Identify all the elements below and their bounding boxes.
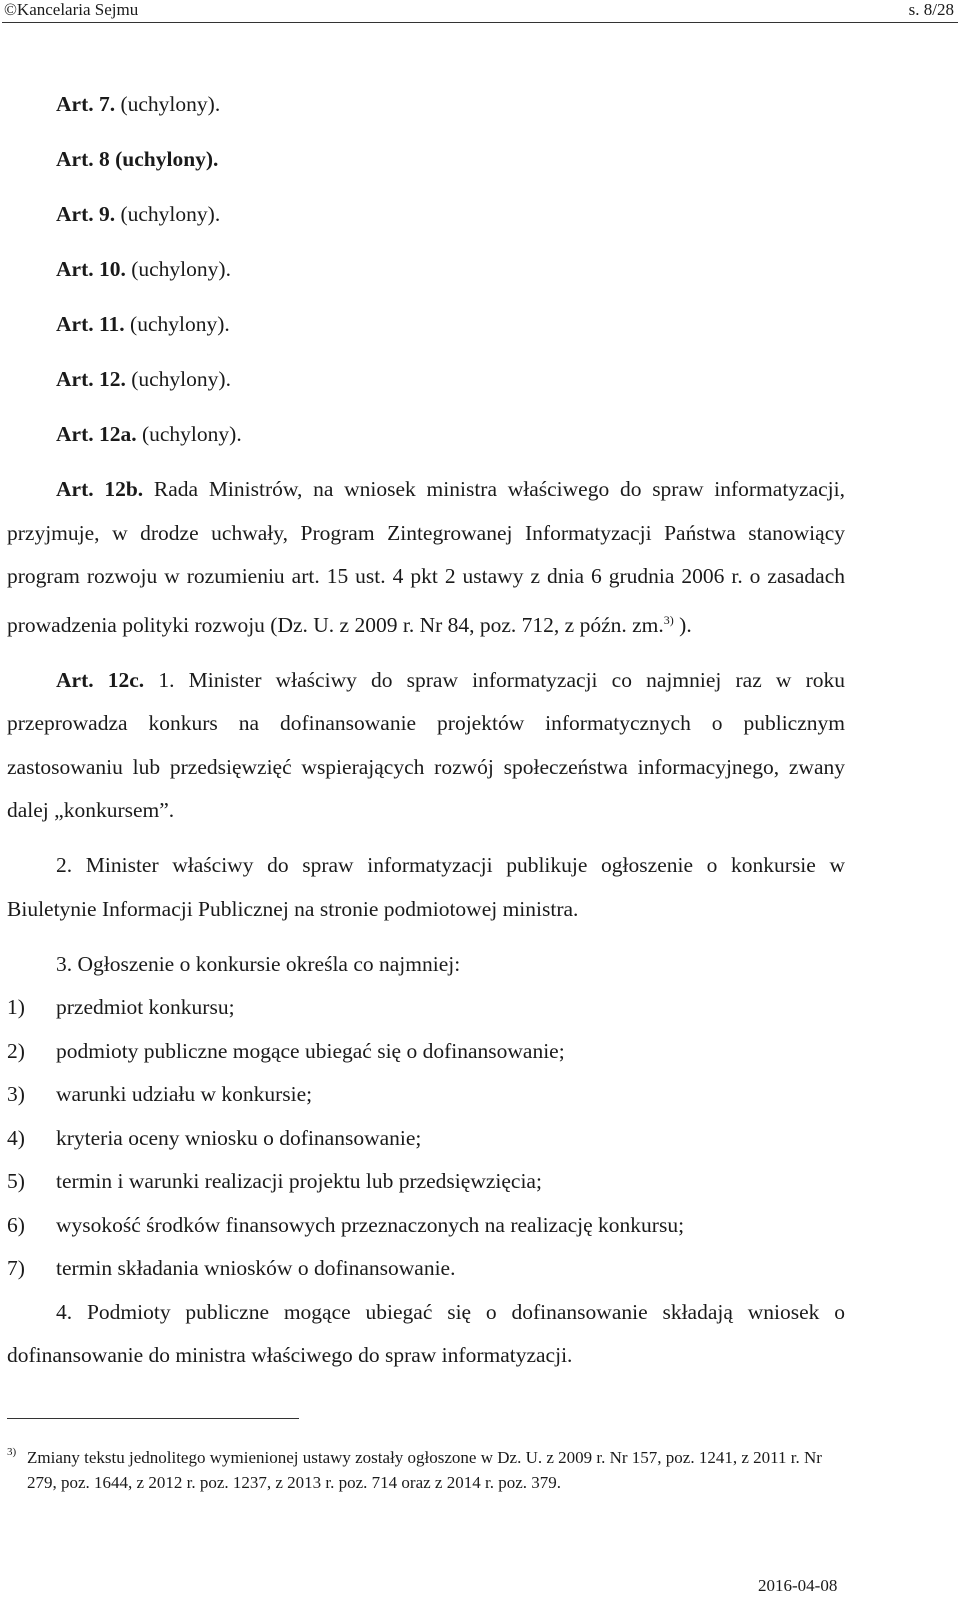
document-body <box>7 83 845 1389</box>
list-item: 1) przedmiot konkursu; <box>7 995 235 1020</box>
footnote <box>7 1445 847 1495</box>
page-header <box>0 0 960 22</box>
criteria-list <box>7 986 845 1291</box>
article-9: Art. 9. (uchylony). <box>56 202 221 226</box>
article-11: Art. 11. (uchylony). <box>56 312 230 336</box>
article-12c-para-4: 4. Podmioty publiczne mogące ubiegać się o dofinansowanie składają wniosek o dofinansowanie do ministra właściwego do spraw informatyzacji. <box>7 1299 845 1368</box>
document-date: 2016-04-08 <box>758 1576 838 1595</box>
article-12a: Art. 12a. (uchylony). <box>56 422 242 446</box>
list-item: 2) podmioty publiczne mogące ubiegać się o dofinansowanie; <box>7 1038 565 1063</box>
article-12c-para-1: Art. 12c. 1. Minister właściwy do spraw informatyzacji co najmniej raz w roku przeprowadza konkurs na dofinansowanie projektów informatycznych o publicznym zastosowaniu lub przedsięwzięć wspierających rozwój społeczeństwa informacyjnego, zwany dalej „konkursem”. <box>7 667 845 823</box>
article-7: Art. 7. (uchylony). <box>56 92 221 116</box>
article-8: Art. 8 (uchylony). <box>56 147 219 171</box>
footnote-ref[interactable]: 3) <box>663 612 674 627</box>
article-12: Art. 12. (uchylony). <box>56 367 231 391</box>
article-12b: Art. 12b. Rada Ministrów, na wniosek ministra właściwego do spraw informatyzacji, przyjmuje, w drodze uchwały, Program Zintegrowanej Informatyzacji Państwa stanowiący program rozwoju w rozumieniu art. 15 ust. 4 pkt 2 ustawy z dnia 6 grudnia 2006 r. o zasadach prowadzenia polityki rozwoju (Dz. U. z 2009 r. Nr 84, poz. 712, z późn. zm.$^{3)}$ ). <box>7 477 846 637</box>
article-10: Art. 10. (uchylony). <box>56 257 231 281</box>
header-rule <box>2 22 958 23</box>
header-copyright: ©Kancelaria Sejmu <box>4 0 139 19</box>
list-item: 3) warunki udziału w konkursie; <box>7 1082 313 1107</box>
footnote-separator <box>7 1418 299 1419</box>
list-item: 6) wysokość środków finansowych przeznaczonych na realizację konkursu; <box>7 1212 685 1237</box>
article-12c-para-2: 2. Minister właściwy do spraw informatyzacji publikuje ogłoszenie o konkursie w Biuletynie Informacji Publicznej na stronie podmiotowej ministra. <box>7 853 845 921</box>
footnote-mark: 3) <box>7 1446 17 1458</box>
list-item: 4) kryteria oceny wniosku o dofinansowanie; <box>7 1125 422 1150</box>
article-12c-para-3: 3. Ogłoszenie o konkursie określa co najmniej: <box>56 951 461 976</box>
list-item: 5) termin i warunki realizacji projektu lub przedsięwzięcia; <box>7 1169 542 1194</box>
footnote-text: Zmiany tekstu jednolitego wymienionej ustawy zostały ogłoszone w Dz. U. z 2009 r. Nr 157, poz. 1241, z 2011 r. Nr 279, poz. 1644, z 2012 r. poz. 1237, z 2013 r. poz. 714 oraz z 2014 r. poz. 379. <box>27 1448 822 1492</box>
list-item: 7) termin składania wniosków o dofinansowanie. <box>7 1256 456 1281</box>
header-page-number: s. 8/28 <box>908 0 954 19</box>
